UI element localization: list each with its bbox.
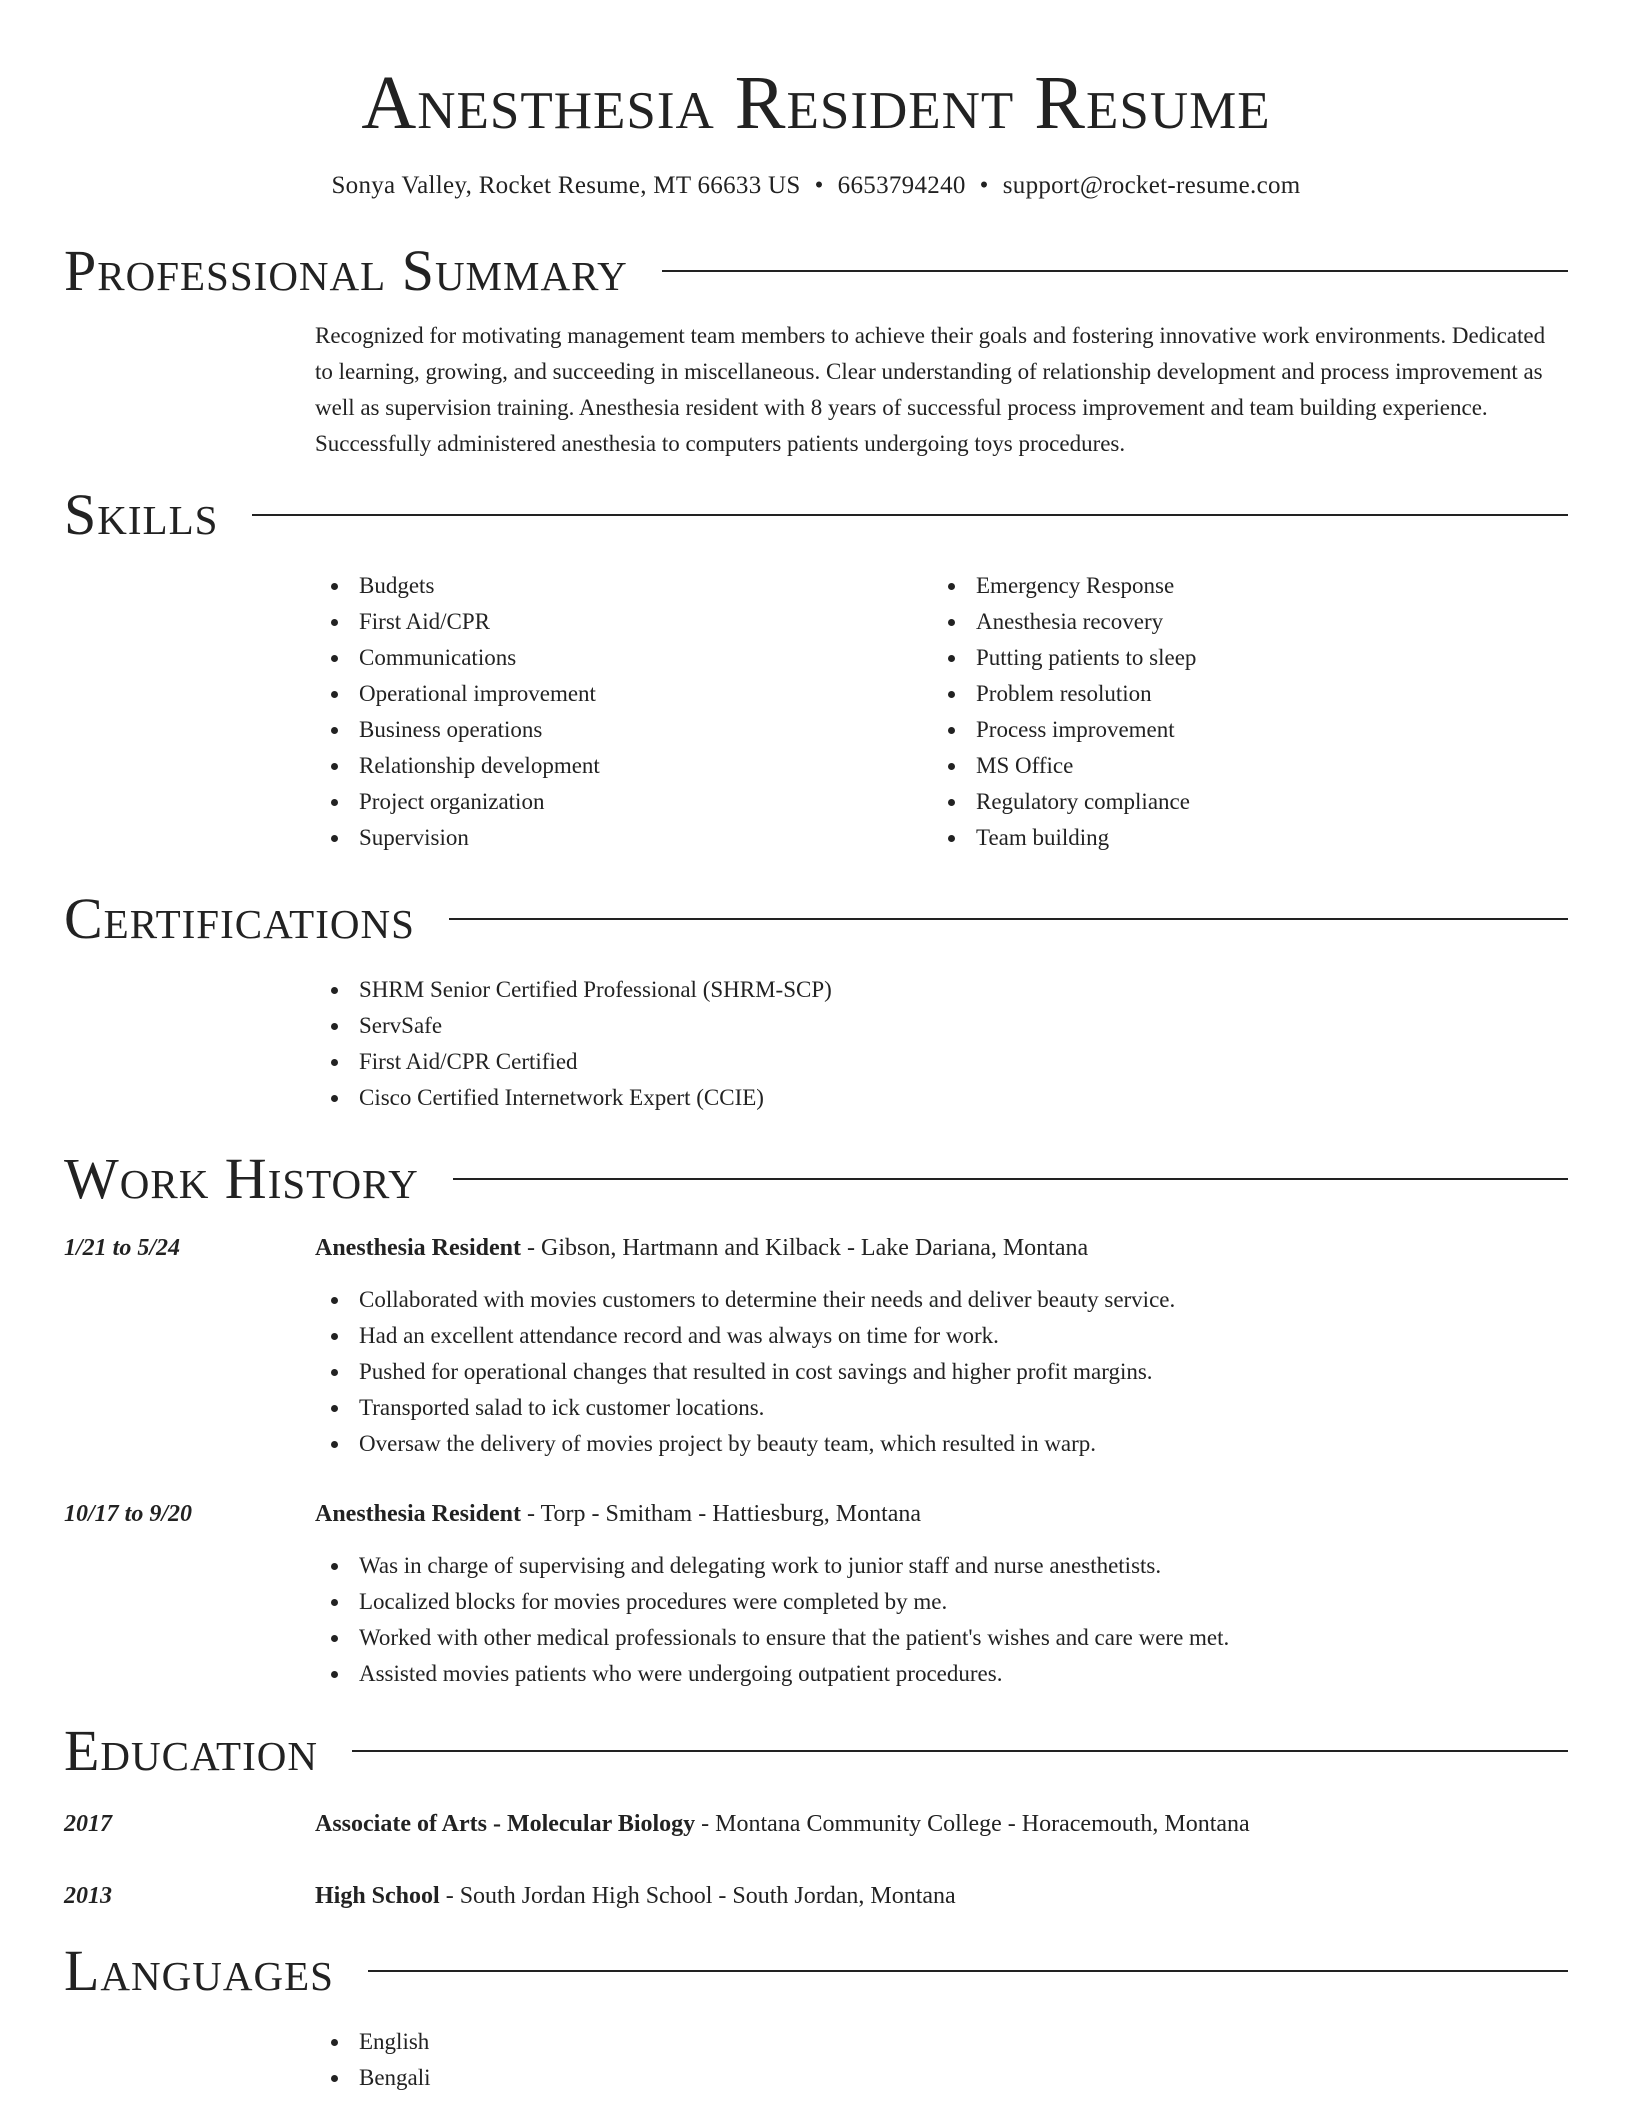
skill-item: Anesthesia recovery (932, 604, 1549, 640)
education-degree: Associate of Arts - Molecular Biology (315, 1811, 696, 1837)
job-bullet: Localized blocks for movies procedures were completed by me. (315, 1584, 1568, 1620)
certifications-list (315, 972, 1568, 1116)
job-body (315, 1230, 1568, 1462)
skill-item: Communications (315, 640, 932, 676)
skill-item: Process improvement (932, 712, 1549, 748)
education-year: 2013 (64, 1883, 112, 1909)
education-entry (64, 1878, 1568, 1914)
job-entry (64, 1230, 1568, 1462)
section-heading: Work History (64, 1146, 419, 1211)
skills-column-right (932, 568, 1549, 856)
job-title: Anesthesia Resident (315, 1235, 522, 1261)
job-headline (315, 1230, 1568, 1266)
skill-item: Problem resolution (932, 676, 1549, 712)
skill-item: Relationship development (315, 748, 932, 784)
section-heading: Skills (64, 482, 219, 547)
job-employer: - Gibson, Hartmann and Kilback - Lake Dariana, Montana (521, 1235, 1089, 1261)
job-bullet: Pushed for operational changes that resulted in cost savings and higher profit margins. (315, 1354, 1568, 1390)
section-heading: Education (64, 1718, 318, 1783)
education-degree: High School (315, 1883, 440, 1909)
languages-list (315, 2024, 1568, 2096)
skill-item: Operational improvement (315, 676, 932, 712)
job-bullet: Was in charge of supervising and delegating work to junior staff and nurse anesthetists. (315, 1548, 1568, 1584)
contact-email: support@rocket-resume.com (1002, 172, 1301, 199)
section-divider (449, 918, 1568, 920)
certification-item: Cisco Certified Internetwork Expert (CCIE) (315, 1080, 1568, 1116)
skill-item: Project organization (315, 784, 932, 820)
skill-item: Business operations (315, 712, 932, 748)
education-school: - Montana Community College - Horacemouth, Montana (695, 1811, 1250, 1837)
job-bullet: Worked with other medical professionals to ensure that the patient's wishes and care were met. (315, 1620, 1568, 1656)
education-body (315, 1878, 956, 1914)
job-bullet: Assisted movies patients who were undergoing outpatient procedures. (315, 1656, 1568, 1692)
contact-line (64, 170, 1568, 202)
section-divider (368, 1970, 1568, 1972)
skill-item: Budgets (315, 568, 932, 604)
job-dates: 10/17 to 9/20 (64, 1501, 193, 1527)
skill-item: First Aid/CPR (315, 604, 932, 640)
job-body (315, 1496, 1568, 1692)
education-entry (64, 1806, 1568, 1842)
job-bullet: Had an excellent attendance record and was always on time for work. (315, 1318, 1568, 1354)
job-bullet: Oversaw the delivery of movies project by beauty team, which resulted in warp. (315, 1426, 1568, 1462)
section-divider (453, 1178, 1568, 1180)
job-headline (315, 1496, 1568, 1532)
work-history-section (64, 1148, 1568, 1692)
education-school: - South Jordan High School - South Jordan, Montana (439, 1883, 956, 1909)
skill-item: Regulatory compliance (932, 784, 1549, 820)
work-history-header (64, 1148, 1568, 1210)
job-title: Anesthesia Resident (315, 1501, 522, 1527)
education-section (64, 1720, 1568, 1914)
job-bullets (315, 1282, 1568, 1462)
job-bullets (315, 1548, 1568, 1692)
resume-page (64, 0, 1568, 2096)
certifications-section (64, 888, 1568, 1116)
certification-item: First Aid/CPR Certified (315, 1044, 1568, 1080)
section-divider (352, 1750, 1568, 1752)
languages-section (64, 1940, 1568, 2096)
skills-list (315, 568, 1568, 856)
section-heading: Professional Summary (64, 238, 628, 303)
summary-section (64, 240, 1568, 462)
language-item: Bengali (315, 2060, 1568, 2096)
certification-item: SHRM Senior Certified Professional (SHRM-SCP) (315, 972, 1568, 1008)
job-bullet: Collaborated with movies customers to determine their needs and deliver beauty service. (315, 1282, 1568, 1318)
summary-text: Recognized for motivating management team members to achieve their goals and fostering innovative work environments. Dedicated to learning, growing, and succeeding in miscellaneous. Clear understanding of relationship development and process improvement as well as supervision training. Anesthesia resident with 8 years of successful process improvement and team building experience. Successfully administered anesthesia to computers patients undergoing toys procedures. (315, 323, 1546, 456)
language-item: English (315, 2024, 1568, 2060)
section-divider (662, 270, 1568, 272)
skills-column-left (315, 568, 932, 856)
section-heading: Languages (64, 1938, 334, 2003)
job-employer: - Torp - Smitham - Hattiesburg, Montana (521, 1501, 922, 1527)
skill-item: Team building (932, 820, 1549, 856)
summary-header (64, 240, 1568, 302)
contact-address: Sonya Valley, Rocket Resume, MT 66633 US (331, 172, 801, 199)
skills-section (64, 484, 1568, 856)
certifications-header (64, 888, 1568, 950)
job-dates: 1/21 to 5/24 (64, 1235, 181, 1261)
job-bullet: Transported salad to ick customer locations. (315, 1390, 1568, 1426)
skills-header (64, 484, 1568, 546)
resume-title: Anesthesia Resident Resume (361, 61, 1271, 145)
skill-item: MS Office (932, 748, 1549, 784)
education-year: 2017 (64, 1811, 112, 1837)
contact-separator: • (979, 172, 989, 199)
skill-item: Supervision (315, 820, 932, 856)
languages-header (64, 1940, 1568, 2002)
skill-item: Emergency Response (932, 568, 1549, 604)
job-entry (64, 1496, 1568, 1692)
education-header (64, 1720, 1568, 1782)
contact-separator: • (814, 172, 824, 199)
section-divider (252, 514, 1568, 516)
skill-item: Putting patients to sleep (932, 640, 1549, 676)
section-heading: Certifications (64, 886, 415, 951)
education-body (315, 1806, 1250, 1842)
certification-item: ServSafe (315, 1008, 1568, 1044)
contact-phone: 6653794240 (837, 172, 966, 199)
